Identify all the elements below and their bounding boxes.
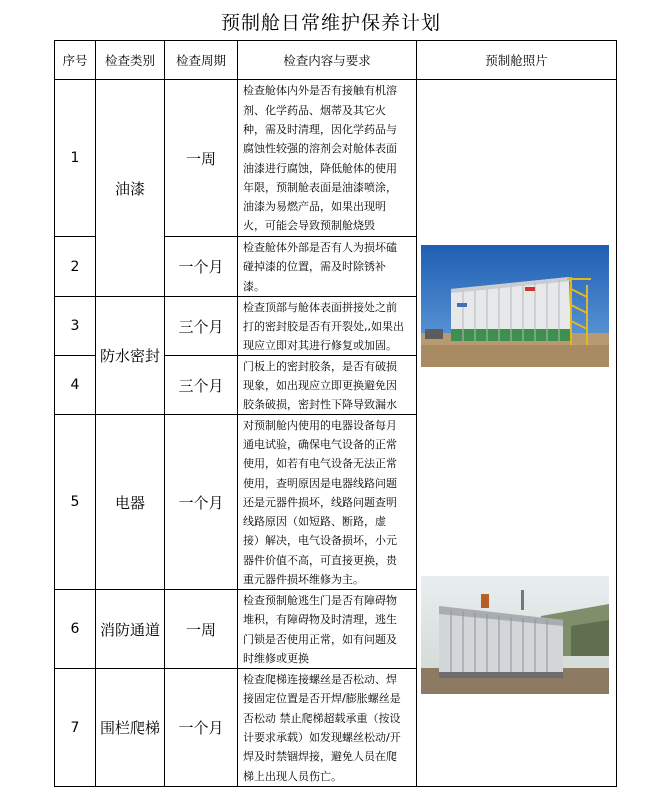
- cabin-photo-outdoor-image: [421, 245, 609, 367]
- content-line: 否松动 禁止爬梯超载承重（按设: [243, 711, 401, 725]
- row-period: 一周: [164, 589, 238, 669]
- header-photo: 预制舱照片: [416, 40, 617, 80]
- content-line: 检查舱体外部是否有人为损坏磕: [243, 241, 397, 255]
- content-line: 接固定位置是否开焊/膨胀螺丝是: [243, 692, 401, 706]
- row-index: 4: [54, 355, 96, 415]
- content-line: 检查舱体内外是否有接触有机溶: [243, 84, 397, 98]
- content-line: 门锁是否使用正常，如有问题及: [243, 632, 397, 646]
- cabin-photo-site: [421, 576, 609, 694]
- row-content: [237, 414, 417, 590]
- content-line: 腐蚀性较强的溶剂会对舱体表面: [243, 142, 397, 156]
- content-line: 检查爬梯连接螺丝是否松动、焊: [243, 673, 397, 687]
- category-ladder: 围栏爬梯: [95, 668, 165, 787]
- content-line: 年限，预制舱表面是油漆喷涂，: [243, 180, 397, 194]
- content-line: 打的密封胶是否有开裂处,,如果出: [243, 319, 404, 333]
- header-content: 检查内容与要求: [237, 40, 417, 80]
- cabin-photo-site-image: [421, 576, 609, 694]
- content-line: 通电试验，确保电气设备的正常: [243, 437, 397, 451]
- content-line: 器件价值不高，可直接更换，贵: [243, 553, 397, 567]
- content-line: 堆积，有障碍物及时清理，逃生: [243, 613, 397, 627]
- header-index: 序号: [54, 40, 96, 80]
- content-line: 接）解决，电气设备损坏，小元: [243, 534, 397, 548]
- content-line: 现应立即对其进行修复或加固。: [243, 339, 397, 353]
- row-index: 6: [54, 589, 96, 669]
- content-line: 检查预制舱逃生门是否有障碍物: [243, 593, 397, 607]
- content-line: 碰掉漆的位置，需及时除锈补: [243, 260, 386, 274]
- row-content: [237, 236, 417, 297]
- content-line: 使用，如若有电气设备无法正常: [243, 457, 397, 471]
- row-index: 2: [54, 236, 96, 297]
- content-line: 时维修或更换: [243, 651, 309, 665]
- row-content: [237, 296, 417, 356]
- content-line: 现象，如出现应立即更换避免因: [243, 378, 397, 392]
- content-line: 梯上出现人员伤亡。: [243, 769, 342, 783]
- row-period: 三个月: [164, 296, 238, 356]
- row-index: 7: [54, 668, 96, 787]
- category-paint: 油漆: [95, 79, 165, 297]
- header-period: 检查周期: [164, 40, 238, 80]
- row-period: 一个月: [164, 236, 238, 297]
- content-line: 油漆进行腐蚀，降低舱体的使用: [243, 161, 397, 175]
- maintenance-table: [54, 40, 617, 787]
- row-content: [237, 79, 417, 237]
- header-category: 检查类别: [95, 40, 165, 80]
- row-index: 5: [54, 414, 96, 590]
- content-line: 门板上的密封胶条，是否有破损: [243, 359, 397, 373]
- content-line: 火，可能会导致预制舱烧毁: [243, 219, 375, 233]
- row-content: [237, 668, 417, 787]
- content-line: 剂、化学药品、烟蒂及其它火: [243, 103, 386, 117]
- cabin-photo-outdoor: [421, 245, 609, 367]
- content-line: 胶条破损，密封性下降导致漏水: [243, 398, 397, 412]
- content-line: 使用，查明原因是电器线路问题: [243, 476, 397, 490]
- content-line: 种，需及时清理，因化学药品与: [243, 122, 397, 136]
- content-line: 还是元器件损坏，线路问题查明: [243, 495, 397, 509]
- content-line: 漆。: [243, 279, 265, 293]
- content-line: 油漆为易燃产品，如果出现明: [243, 200, 386, 214]
- category-fire-exit: 消防通道: [95, 589, 165, 669]
- content-line: 检查顶部与舱体表面拼接处之前: [243, 300, 397, 314]
- row-period: 一周: [164, 79, 238, 237]
- row-period: 三个月: [164, 355, 238, 415]
- page-title: 预制舱日常维护保养计划: [220, 12, 441, 34]
- row-index: 1: [54, 79, 96, 237]
- category-waterproof: 防水密封: [95, 296, 165, 415]
- row-period: 一个月: [164, 414, 238, 590]
- content-line: 线路原因（如短路、断路，虚: [243, 515, 386, 529]
- row-index: 3: [54, 296, 96, 356]
- content-line: 对预制舱内使用的电器设备每月: [243, 418, 397, 432]
- content-line: 焊及时禁锢焊接，避免人员在爬: [243, 750, 397, 764]
- row-content: [237, 355, 417, 415]
- row-content: [237, 589, 417, 669]
- row-period: 一个月: [164, 668, 238, 787]
- content-line: 计要求承载）如发现螺丝松动/开: [243, 731, 401, 744]
- category-electrical: 电器: [95, 414, 165, 590]
- content-line: 重元器件损坏维修为主。: [243, 573, 364, 587]
